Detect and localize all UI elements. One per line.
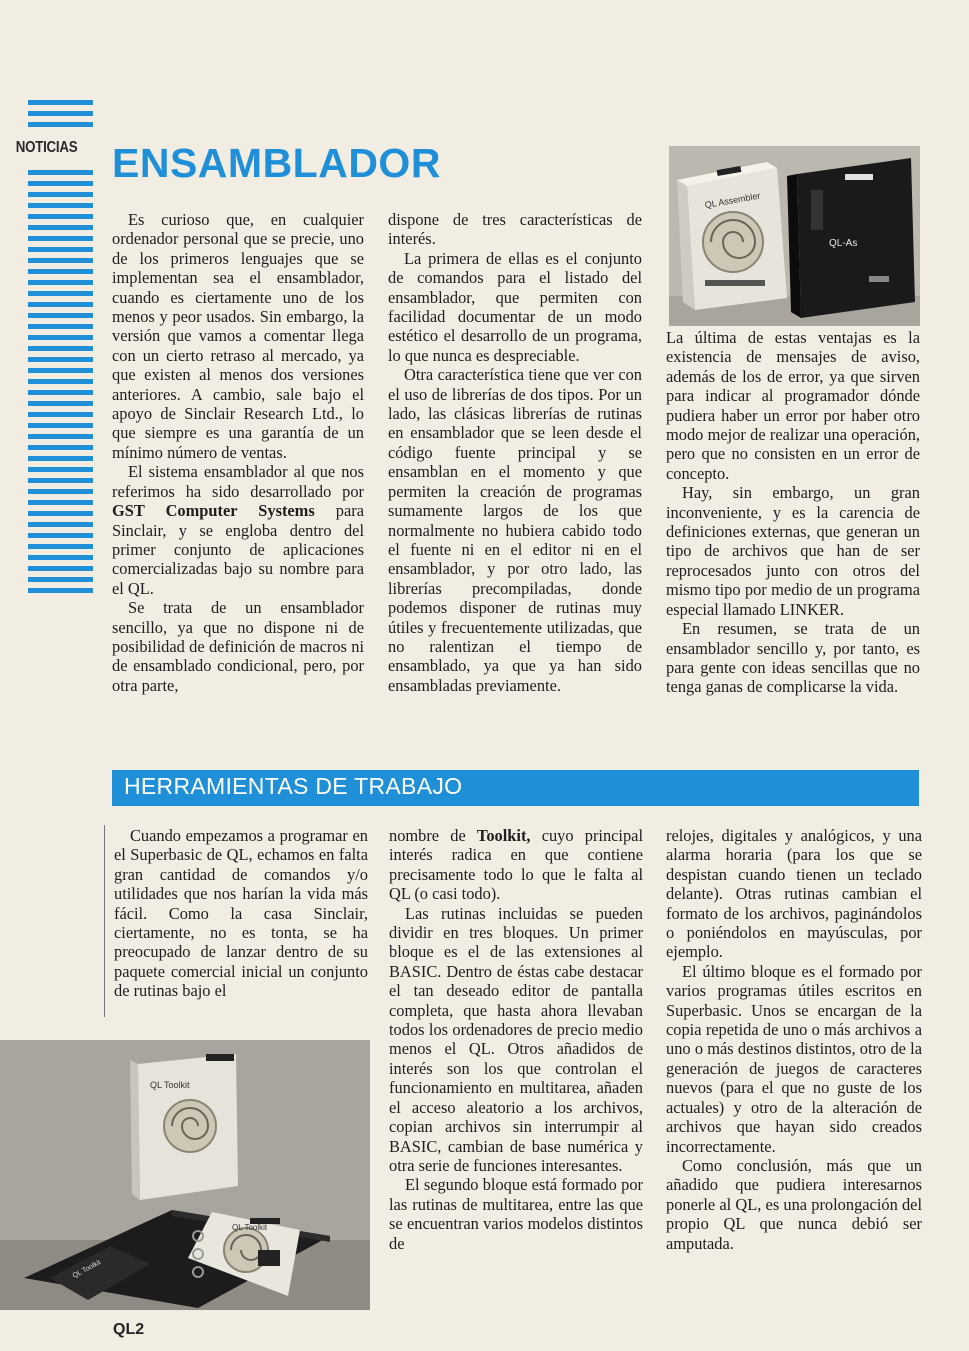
section-banner — [112, 770, 919, 806]
section-stripes — [28, 100, 93, 600]
paragraph: Es curioso que, en cualquier ordenador personal que se precie, uno de los primeros lenguajes que se implementan sea el ensamblador, cuando es ciertamente uno de los menos y peor usados. Sin embargo, la versión que vamos a comentar llega con un cierto retraso al mercado, ya que existen al menos dos versiones anteriores. A cambio, sale bajo el apoyo de Sinclair Research Ltd., lo que siempre es una garantía de un mínimo número de ventas. — [112, 210, 364, 462]
article2-column-3 — [666, 826, 922, 1253]
paragraph: relojes, digitales y analógicos, y una alarma horaria (para los que se despistan cuando tienen un teclado delante). Otras rutinas cambian el formato de los archivos, paginándolos o poniéndolos en mayúsculas, por ejemplo. — [666, 826, 922, 962]
book-label: QL Toolkit — [71, 1259, 103, 1280]
article-title: ENSAMBLADOR — [112, 140, 441, 186]
paragraph: Se trata de un ensamblador sencillo, ya que no dispone ni de posibilidad de definición de macros ni de ensamblado condicional, pero, por otra parte, — [112, 598, 364, 695]
article1-column-1 — [112, 210, 364, 695]
article1-column-2 — [388, 210, 642, 695]
paragraph: Las rutinas incluidas se pueden dividir en tres bloques. Un primer bloque es el de las extensiones al BASIC. Dentro de éstas cabe destacar el tan deseado editor de pantalla completa, que hasta ahora llevaban todos los ordenadores de precio medio menos el QL. Otros añadidos de interés son los que controlan el funcionamiento en multitarea, añaden el acceso aleatorio a los archivos, copian archivos sin interrumpir al BASIC, cambian de base numérica y otra serie de funciones interesantes. — [389, 903, 643, 1175]
box-label: QL Toolkit — [150, 1080, 190, 1090]
paragraph: El segundo bloque está formado por las rutinas de multitarea, entre las que se encuentran varios modelos distintos de — [389, 1175, 643, 1253]
paragraph: La última de estas ventajas es la existencia de mensajes de aviso, además de los de error, ya que sirven para indicar al programador dónde pudiera haber un error por haber otro modo mejor de realizar una operación, pero que no consisten en un error de concepto. — [666, 328, 920, 483]
paragraph: dispone de tres características de interés. — [388, 210, 642, 249]
paragraph: Otra característica tiene que ver con el uso de librerías de dos tipos. Por un lado, las clásicas librerías de rutinas en ensamblador que se leen desde el código fuente principal y se ensamblan en el momento y que permiten la creación de programas sumamente largos de los que normalmente no hubiera cabido todo el fuente ni en el editor ni en el ensamblador, y por otro lado, las librerías precompiladas, donde podemos disponer de rutinas muy útiles y frecuentemente utilizadas, que no ralentizan el tiempo de ensamblado, ya que ya han sido ensambladas previamente. — [388, 365, 642, 695]
box-label: QL Assembler — [703, 190, 762, 211]
manual-label: QL Toolkit — [232, 1223, 268, 1232]
paragraph: En resumen, se trata de un ensamblador sencillo y, por tanto, es para gente con ideas sencillas que no tenga ganas de complicarse la vida. — [666, 619, 920, 697]
column-rule — [104, 825, 105, 1017]
article1-column-3 — [666, 328, 920, 697]
binder-label: QL-As — [829, 238, 858, 249]
paragraph: Como conclusión, más que un añadido que pudiera interesarnos ponerle al QL, es una prolongación del propio QL que nunca debió ser amputada. — [666, 1155, 922, 1253]
toolkit-product-photo — [0, 1040, 370, 1310]
page-number: QL2 — [113, 1321, 145, 1338]
article2-title: HERRAMIENTAS DE TRABAJO — [124, 773, 463, 799]
section-label: NOTICIAS — [15, 139, 78, 156]
paragraph: El último bloque es el formado por varios programas útiles escritos en Superbasic. Unos se encargan de la copia repetida de uno o más archivos a uno o más destinos distintos, otro de la generación de juegos de caracteres nuevos (para el que no guste de los actuales) y otro de la alteración de archivos que hayan sido creados incorrectamente. — [666, 961, 922, 1156]
paragraph: El sistema ensamblador al que nos referimos ha sido desarrollado por GST Computer Systems para Sinclair, y se engloba dentro del primer conjunto de aplicaciones comercializadas bajo su nombre para el QL. — [112, 462, 364, 598]
company-name: GST Computer Systems — [112, 501, 315, 521]
article2-column-2 — [389, 826, 643, 1253]
product-name: Toolkit, — [476, 826, 531, 845]
paragraph: Cuando empezamos a programar en el Superbasic de QL, echamos en falta gran cantidad de comandos y/o utilidades que nos harían la vida más fácil. Como la casa Sinclair, ciertamente, no es tonta, se ha preocupado de lanzar dentro de su paquete comercial inicial un conjunto de rutinas bajo el — [114, 826, 368, 1001]
paragraph: nombre de Toolkit, cuyo principal interés radica en que contiene precisamente todo lo que le falta al QL (o casi todo). — [389, 826, 643, 904]
article2-column-1 — [114, 826, 368, 1001]
paragraph: Hay, sin embargo, un gran inconveniente, y es la carencia de definiciones externas, que generan un tipo de archivos que han de ser reprocesados junto con otros del mismo tipo por medio de un programa especial llamado LINKER. — [666, 483, 920, 619]
paragraph: La primera de ellas es el conjunto de comandos para el listado del ensamblador, que permiten con facilidad documentar de un modo estético el desarrollo de un programa, lo que nunca es despreciable. — [388, 248, 642, 365]
assembler-product-photo — [669, 146, 920, 326]
